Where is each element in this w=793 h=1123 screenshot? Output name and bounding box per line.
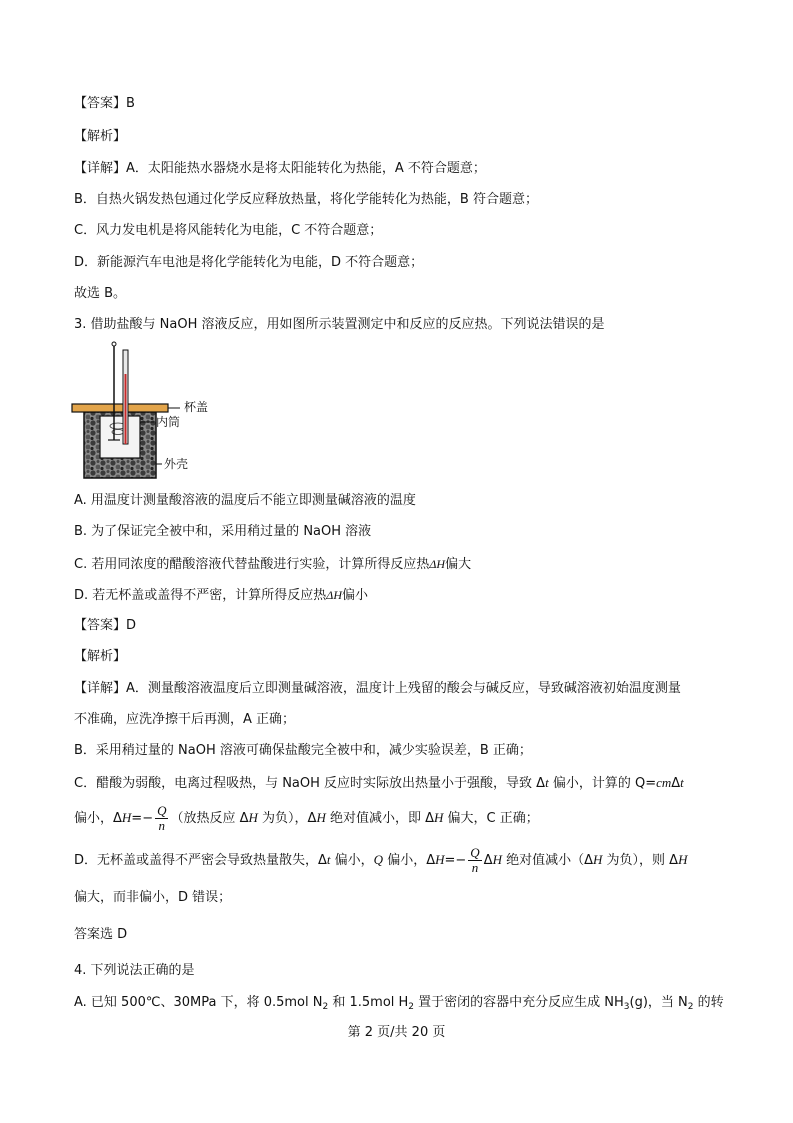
figure-label-outer: 外壳 xyxy=(164,457,189,471)
detail-d-line2: 偏大，而非偏小，D 错误； xyxy=(74,890,232,905)
figure-label-lid: 杯盖 xyxy=(184,400,209,414)
figure-label-inner: 内筒 xyxy=(156,415,181,429)
fraction-q-over-n xyxy=(468,846,481,875)
text: 绝对值减小，即 Δ xyxy=(325,811,434,826)
lid xyxy=(72,404,168,412)
text: 偏小，计算的 Q= xyxy=(548,776,657,791)
var-t: t xyxy=(680,775,684,790)
conclusion: 答案选 D xyxy=(74,927,128,942)
var-h: H xyxy=(434,810,444,825)
text: 偏小，Δ xyxy=(74,811,122,826)
option-c xyxy=(74,555,471,574)
var-h: H xyxy=(678,852,688,867)
text: 绝对值减小（Δ xyxy=(501,853,593,868)
var-h: H xyxy=(492,852,502,867)
text: （放热反应 Δ xyxy=(170,811,249,826)
option-b: B. 为了保证完全被中和，采用稍过量的 NaOH 溶液 xyxy=(74,524,372,539)
delta: Δ xyxy=(483,853,493,868)
subscript: 3 xyxy=(623,1002,630,1012)
answer-label: 【答案】B xyxy=(74,96,135,111)
option-d xyxy=(74,586,368,605)
option-c-text: C. 若用同浓度的醋酸溶液代替盐酸进行实验，计算所得反应热 xyxy=(74,557,430,572)
detail-a-line2: 不准确，应洗净擦干后再测，A 正确； xyxy=(74,712,296,727)
denominator: n xyxy=(471,860,479,875)
delta-h: ΔH xyxy=(326,588,342,602)
detail-d: D．新能源汽车电池是将化学能转化为电能，D 不符合题意； xyxy=(74,255,424,270)
var-cm: cm xyxy=(656,775,672,790)
text: D．无杯盖或盖得不严密会导致热量散失，Δ xyxy=(74,853,327,868)
option-d-end: 偏小 xyxy=(342,588,369,603)
conclusion: 故选 B。 xyxy=(74,286,127,301)
text: =− xyxy=(131,811,154,826)
question-3-stem: 3. 借助盐酸与 NaOH 溶液反应，用如图所示装置测定中和反应的反应热。下列说法错误的是 xyxy=(74,317,605,332)
subscript: 2 xyxy=(322,1002,329,1012)
subscript: 2 xyxy=(408,1002,415,1012)
detail-c-line2 xyxy=(74,802,539,835)
page-footer: 第 2 页/共 20 页 xyxy=(347,1025,446,1040)
text: 和 1.5mol H xyxy=(328,995,409,1010)
text: =− xyxy=(444,853,467,868)
option-a: A. 用温度计测量酸溶液的温度后不能立即测量碱溶液的温度 xyxy=(74,493,416,508)
detail-b: B．采用稍过量的 NaOH 溶液可确保盐酸完全被中和，减少实验误差，B 正确； xyxy=(74,743,532,758)
var-t: t xyxy=(545,775,549,790)
var-h: H xyxy=(435,852,445,867)
text: 的转 xyxy=(693,995,724,1010)
fraction-q-over-n xyxy=(155,804,168,833)
text: 为负），则 Δ xyxy=(602,853,679,868)
var-h: H xyxy=(316,810,326,825)
text: 置于密闭的容器中充分反应生成 NH xyxy=(414,995,624,1010)
analysis-label: 【解析】 xyxy=(74,649,127,664)
text: (g)，当 N xyxy=(629,995,688,1010)
denominator: n xyxy=(158,818,166,833)
subscript: 2 xyxy=(687,1002,694,1012)
text: 偏小， xyxy=(330,853,374,868)
option-d-text: D. 若无杯盖或盖得不严密，计算所得反应热 xyxy=(74,588,327,603)
analysis-label: 【解析】 xyxy=(74,129,127,144)
numerator: Q xyxy=(157,803,167,818)
question-4-stem: 4. 下列说法正确的是 xyxy=(74,963,195,978)
text: 偏大，C 正确； xyxy=(443,811,539,826)
option-c-end: 偏大 xyxy=(445,557,472,572)
text: 偏小，Δ xyxy=(383,853,436,868)
detail-c-line1 xyxy=(74,774,684,793)
detail-b: B．自热火锅发热包通过化学反应释放热量，将化学能转化为热能，B 符合题意； xyxy=(74,192,538,207)
var-q: Q xyxy=(373,852,384,867)
text: A. 已知 500℃、30MPa 下，将 0.5mol N xyxy=(74,995,323,1010)
delta: Δ xyxy=(671,776,681,791)
var-h: H xyxy=(248,810,258,825)
inner-cup xyxy=(100,416,140,458)
detail-a-line1: 【详解】A．测量酸溶液温度后立即测量碱溶液，温度计上残留的酸会与碱反应，导致碱溶液初始温度测量 xyxy=(74,681,681,696)
detail-c: C．风力发电机是将风能转化为电能，C 不符合题意； xyxy=(74,223,383,238)
text: C．醋酸为弱酸，电离过程吸热，与 NaOH 反应时实际放出热量小于强酸，导致 Δ xyxy=(74,776,546,791)
detail-a: 【详解】A．太阳能热水器烧水是将太阳能转化为热能，A 不符合题意； xyxy=(74,161,486,176)
delta-h: ΔH xyxy=(429,557,446,571)
question-4-option-a xyxy=(74,994,724,1012)
detail-d-line1 xyxy=(74,844,687,877)
var-h: H xyxy=(121,810,132,825)
var-t: t xyxy=(326,852,331,867)
numerator: Q xyxy=(470,845,480,860)
answer-label: 【答案】D xyxy=(74,618,137,633)
text: 为负），Δ xyxy=(257,811,317,826)
var-h: H xyxy=(593,852,603,867)
